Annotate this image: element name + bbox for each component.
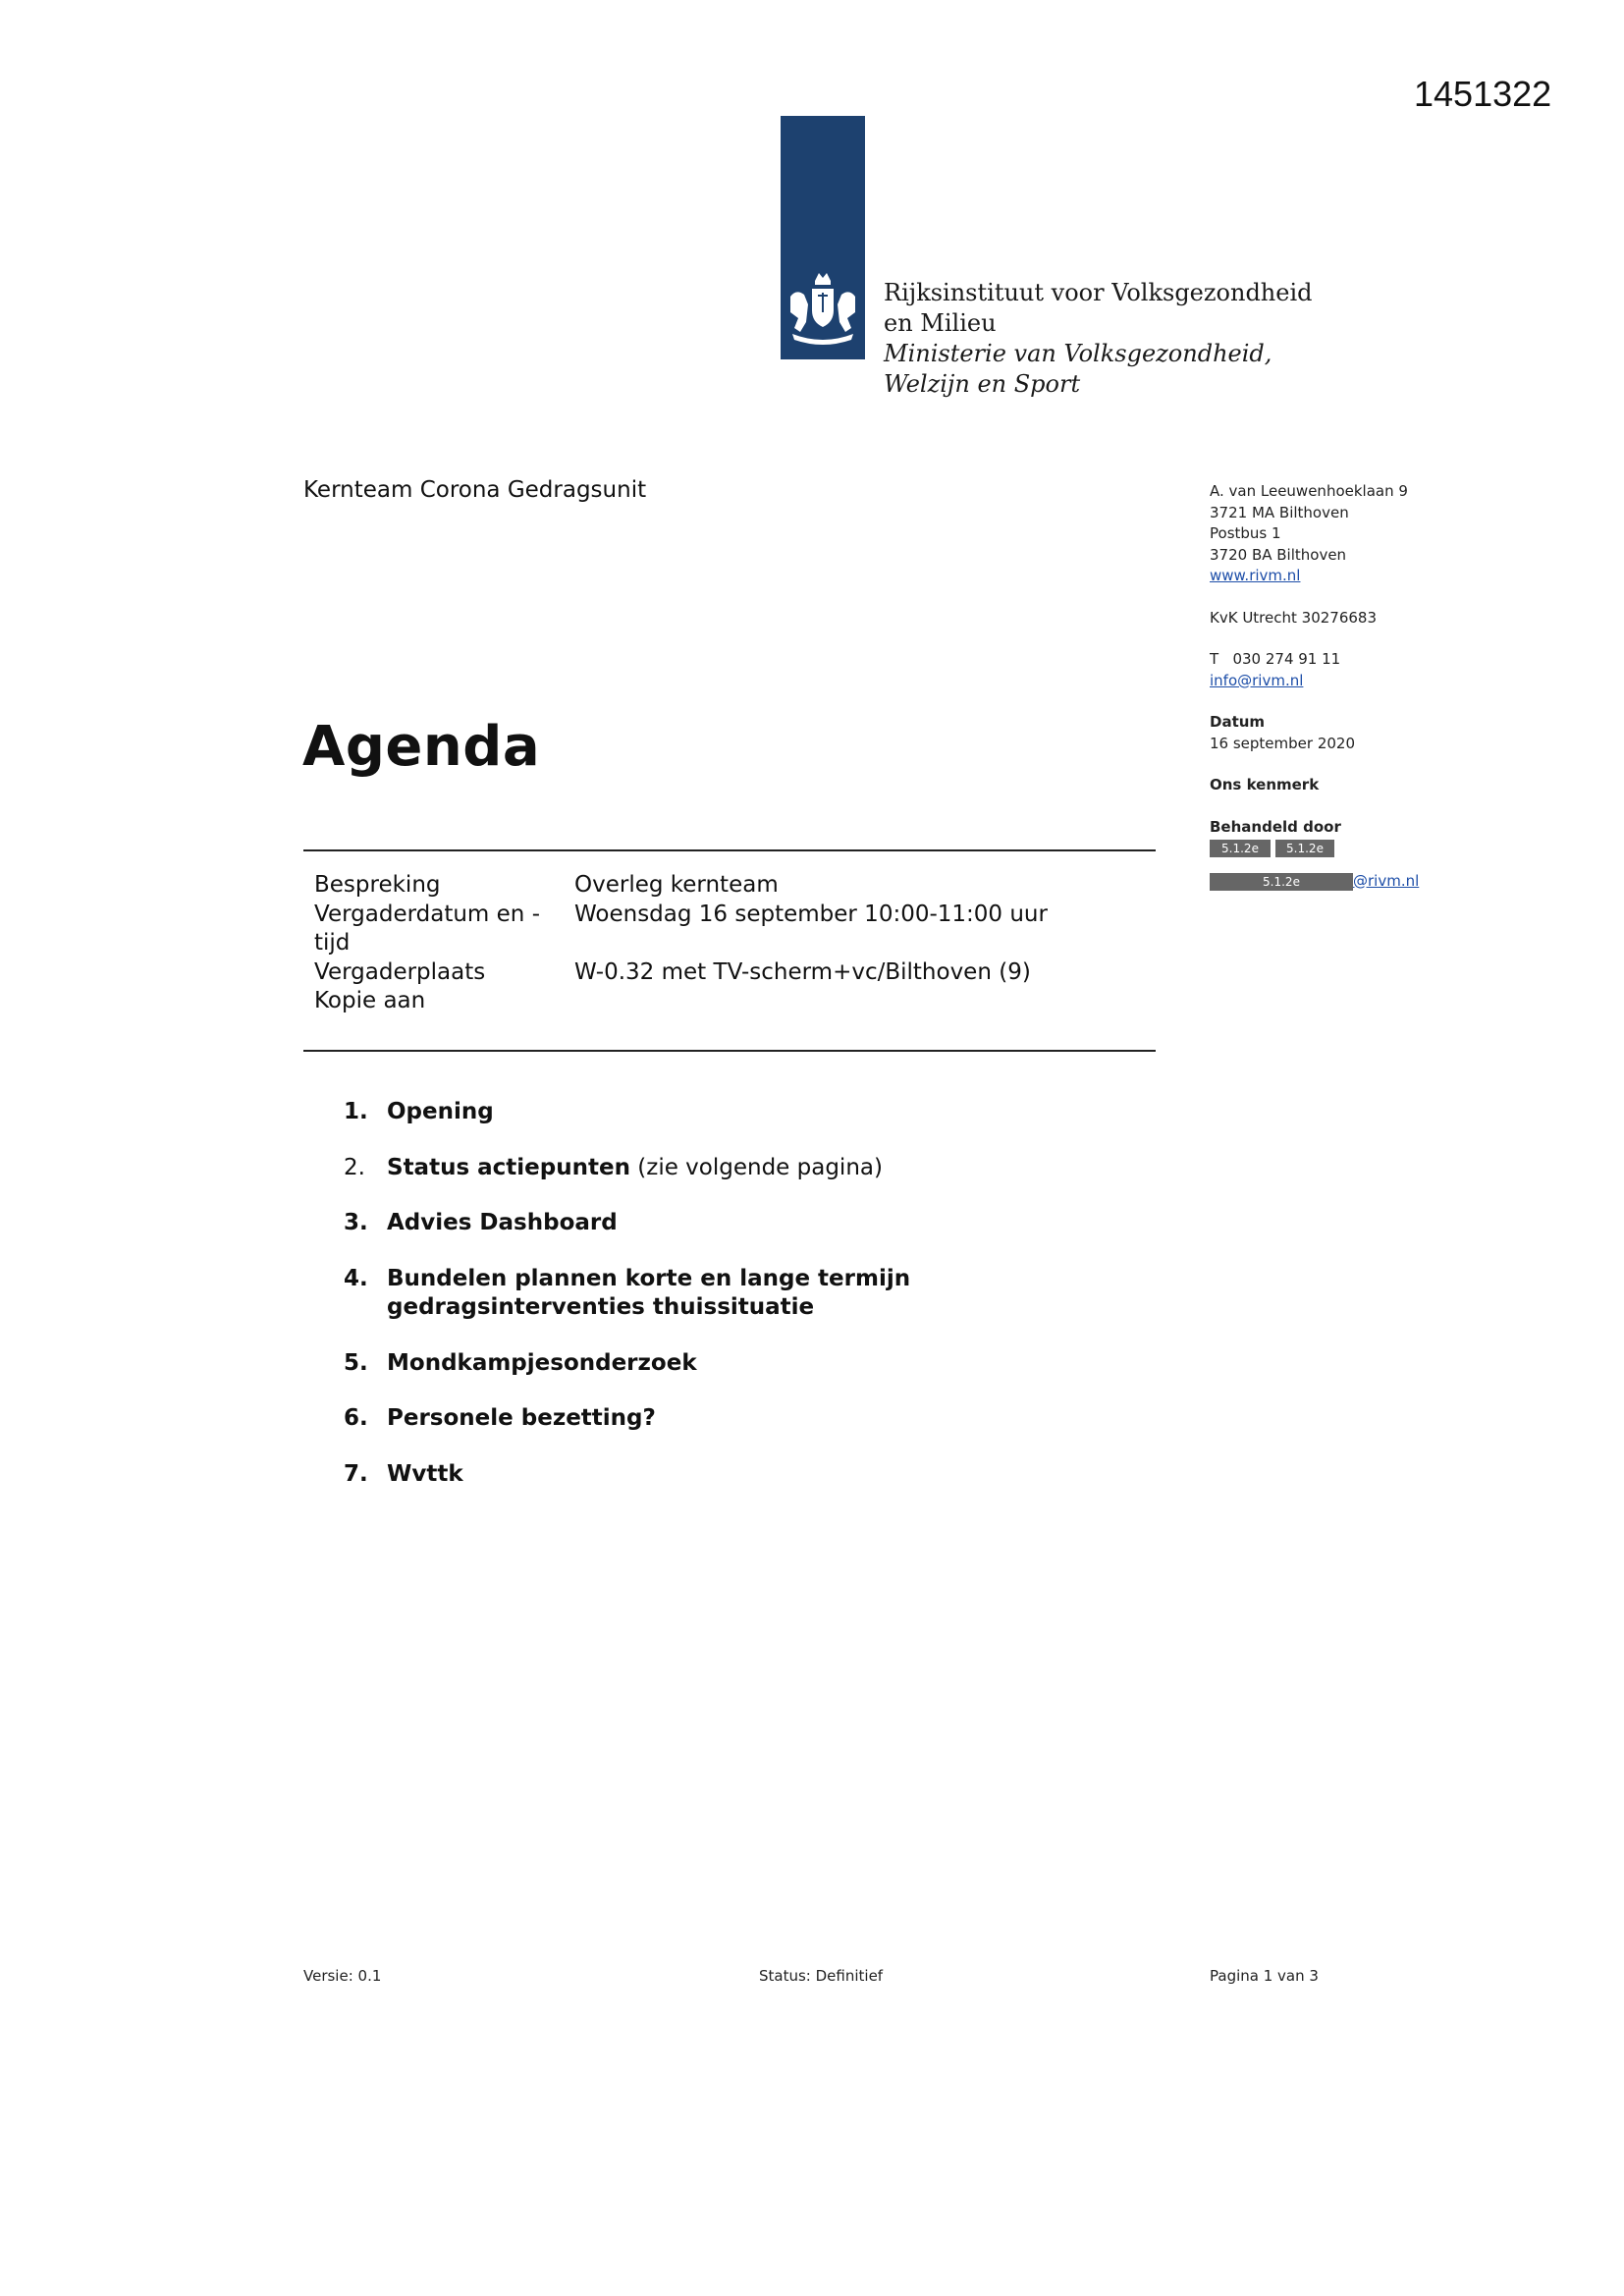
org-line-2: en Milieu: [884, 309, 997, 337]
divider-bottom: [303, 1050, 1156, 1052]
agenda-item: 2. Status actiepunten (zie volgende pagina): [344, 1154, 883, 1180]
agenda-item: 4. Bundelen plannen korte en lange termijn gedragsinterventies thuissituatie: [344, 1265, 911, 1320]
organisation-name: [884, 278, 1313, 400]
datum-label: Datum: [1210, 713, 1266, 731]
agenda-item: 1. Opening: [344, 1099, 494, 1124]
footer-page-number: Pagina 1 van 3: [1210, 1967, 1319, 1985]
footer-version: Versie: 0.1: [303, 1967, 382, 1985]
divider-top: [303, 849, 1156, 851]
agenda-item: 5. Mondkampjesonderzoek: [344, 1349, 697, 1376]
agenda-item: 6. Personele bezetting?: [344, 1405, 656, 1431]
ministry-line-1: Ministerie van Volksgezondheid,: [884, 340, 1272, 367]
email-suffix-link[interactable]: @rivm.nl: [1353, 871, 1420, 890]
kvk-number: KvK Utrecht 30276683: [1210, 608, 1377, 627]
detail-value: Overleg kernteam: [574, 872, 779, 898]
agenda-item: 7. Wvttk: [344, 1460, 463, 1487]
phone-number: T 030 274 91 11: [1210, 650, 1341, 668]
page-title: Agenda: [302, 715, 541, 779]
detail-value: W-0.32 met TV-scherm+vc/Bilthoven (9): [574, 958, 1031, 985]
detail-label: Vergaderdatum en - tijd: [314, 901, 540, 956]
rijksoverheid-logo: [781, 116, 865, 359]
detail-label: Vergaderplaats: [314, 958, 486, 985]
detail-label: Kopie aan: [314, 988, 426, 1013]
kenmerk-label: Ons kenmerk: [1210, 776, 1320, 793]
detail-value: [574, 987, 1048, 1016]
detail-label: Bespreking: [314, 872, 441, 898]
redaction-block: 5.1.2e: [1210, 873, 1353, 891]
agenda-item: 3. Advies Dashboard: [344, 1210, 618, 1235]
address-line: 3720 BA Bilthoven: [1210, 545, 1347, 564]
footer-status: Status: Definitief: [759, 1967, 884, 1985]
redaction-block: 5.1.2e: [1275, 840, 1334, 857]
ministry-line-2: Welzijn en Sport: [884, 370, 1081, 398]
unit-name: Kernteam Corona Gedragsunit: [303, 477, 647, 503]
datum-value: 16 september 2020: [1210, 734, 1356, 752]
meeting-detail-row: [314, 958, 1048, 988]
redaction-block: 5.1.2e: [1210, 840, 1271, 857]
behandeld-label: Behandeld door: [1210, 817, 1341, 836]
address-line: A. van Leeuwenhoeklaan 9: [1210, 482, 1408, 500]
document-number: 1451322: [1414, 74, 1552, 114]
agenda-items-list: [344, 1098, 996, 1515]
royal-crest-icon: [785, 267, 861, 352]
sender-info: [1210, 481, 1465, 892]
meeting-detail-row: [314, 871, 1048, 901]
meeting-detail-row: [314, 987, 1048, 1016]
address-line: Postbus 1: [1210, 524, 1281, 542]
meeting-details-table: [314, 871, 1048, 1016]
detail-value: Woensdag 16 september 10:00-11:00 uur: [574, 901, 1048, 927]
address-line: 3721 MA Bilthoven: [1210, 503, 1349, 521]
email-link[interactable]: info@rivm.nl: [1210, 671, 1304, 689]
website-link[interactable]: www.rivm.nl: [1210, 567, 1301, 584]
org-line-1: Rijksinstituut voor Volksgezondheid: [884, 279, 1313, 306]
meeting-detail-row: [314, 901, 1048, 958]
